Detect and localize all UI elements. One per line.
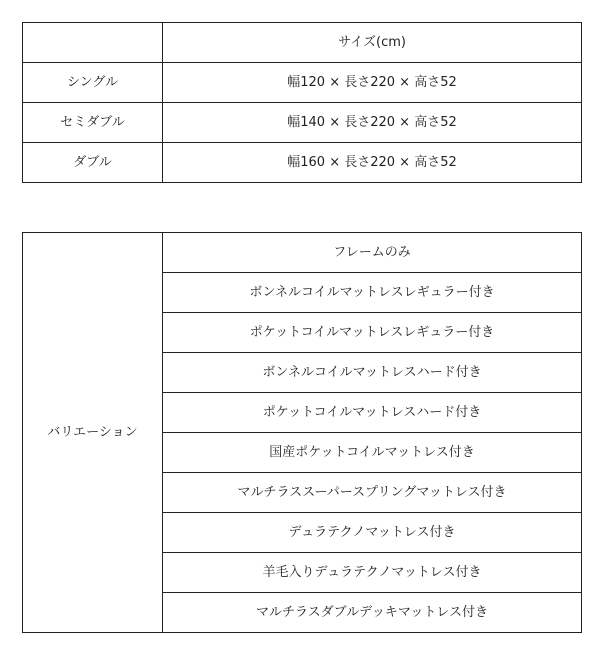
size-row-label: シングル <box>23 63 163 103</box>
variation-item: 羊毛入りデュラテクノマットレス付き <box>163 553 582 593</box>
variation-item: ポケットコイルマットレスレギュラー付き <box>163 313 582 353</box>
variation-item: マルチラススーパースプリングマットレス付き <box>163 473 582 513</box>
size-row-value: 幅140 × 長さ220 × 高さ52 <box>163 103 582 143</box>
size-table-header-row <box>23 23 582 63</box>
size-row-value: 幅160 × 長さ220 × 高さ52 <box>163 143 582 183</box>
variation-item: 国産ポケットコイルマットレス付き <box>163 433 582 473</box>
size-table <box>22 22 582 183</box>
variation-item: デュラテクノマットレス付き <box>163 513 582 553</box>
size-row-value: 幅120 × 長さ220 × 高さ52 <box>163 63 582 103</box>
size-row-semi-double <box>23 103 582 143</box>
size-table-corner-cell <box>23 23 163 63</box>
size-row-single <box>23 63 582 103</box>
size-row-label: セミダブル <box>23 103 163 143</box>
variation-item: マルチラスダブルデッキマットレス付き <box>163 593 582 633</box>
variation-item: ポケットコイルマットレスハード付き <box>163 393 582 433</box>
size-table-header: サイズ(cm) <box>163 23 582 63</box>
size-row-label: ダブル <box>23 143 163 183</box>
variation-item: フレームのみ <box>163 233 582 273</box>
variation-table <box>22 232 582 633</box>
variation-item: ボンネルコイルマットレスレギュラー付き <box>163 273 582 313</box>
variation-item: ボンネルコイルマットレスハード付き <box>163 353 582 393</box>
variation-row <box>23 233 582 273</box>
size-row-double <box>23 143 582 183</box>
variation-label: バリエーション <box>23 233 163 633</box>
